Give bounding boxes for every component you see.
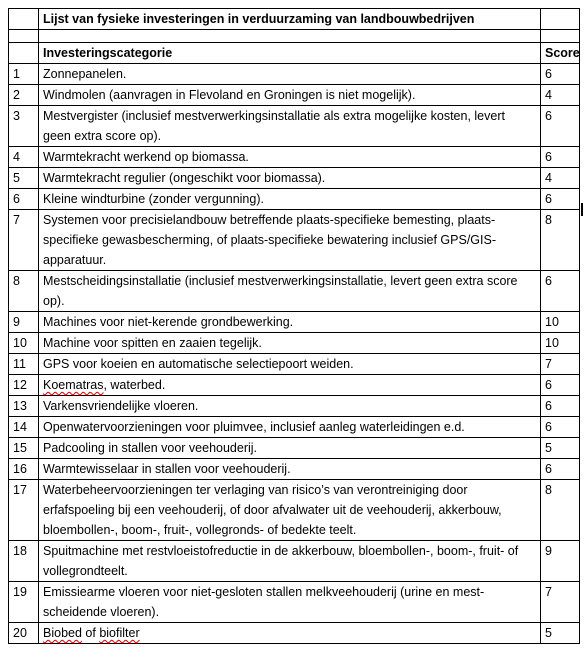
row-score: 6 xyxy=(541,459,580,480)
row-score: 6 xyxy=(541,396,580,417)
description-fragment: Biobed xyxy=(43,626,82,640)
row-score: 6 xyxy=(541,147,580,168)
row-number: 8 xyxy=(9,271,39,312)
row-score: 7 xyxy=(541,582,580,623)
description-fragment: biofilter xyxy=(99,626,140,640)
row-number: 7 xyxy=(9,210,39,271)
row-description: Windmolen (aanvragen in Flevoland en Groningen is niet mogelijk). xyxy=(39,85,541,106)
description-fragment: of xyxy=(81,626,100,640)
document xyxy=(8,8,579,644)
title-score-cell xyxy=(541,9,580,30)
row-score: 9 xyxy=(541,541,580,582)
row-number: 1 xyxy=(9,64,39,85)
row-number: 11 xyxy=(9,354,39,375)
table-row xyxy=(9,147,580,168)
row-number: 16 xyxy=(9,459,39,480)
row-score: 6 xyxy=(541,64,580,85)
title-row xyxy=(9,9,580,30)
table-row xyxy=(9,480,580,541)
table-row xyxy=(9,85,580,106)
text-cursor xyxy=(581,203,583,216)
row-number: 9 xyxy=(9,312,39,333)
row-number: 6 xyxy=(9,189,39,210)
row-description: Zonnepanelen. xyxy=(39,64,541,85)
blank-cell xyxy=(541,30,580,43)
row-score: 10 xyxy=(541,333,580,354)
table-row xyxy=(9,189,580,210)
row-number: 13 xyxy=(9,396,39,417)
table-row xyxy=(9,168,580,189)
header-score: Score xyxy=(541,43,580,64)
row-score: 6 xyxy=(541,271,580,312)
description-fragment: , waterbed. xyxy=(103,378,166,392)
table-row xyxy=(9,396,580,417)
row-description: Machine voor spitten en zaaien tegelijk. xyxy=(39,333,541,354)
blank-cell xyxy=(9,30,39,43)
row-number: 3 xyxy=(9,106,39,147)
description-fragment: Koematras xyxy=(43,378,104,392)
row-score: 8 xyxy=(541,480,580,541)
row-score: 10 xyxy=(541,312,580,333)
row-description: Varkensvriendelijke vloeren. xyxy=(39,396,541,417)
table-row xyxy=(9,375,580,396)
table-row xyxy=(9,333,580,354)
row-description: Spuitmachine met restvloeistofreductie in de akkerbouw, bloembollen-, boom-, fruit- of vollegrondteelt. xyxy=(39,541,541,582)
row-score: 7 xyxy=(541,354,580,375)
row-description: Warmtekracht werkend op biomassa. xyxy=(39,147,541,168)
header-row xyxy=(9,43,580,64)
row-score: 6 xyxy=(541,106,580,147)
table-row xyxy=(9,438,580,459)
row-description: Waterbeheervoorzieningen ter verlaging van risico’s van verontreiniging door erfafspoeling bij een veehouderij, of door afvalwater uit de veehouderij, akkerbouw, bloembollen-, boom-, fruit-, vollegronds- of bedekte teelt. xyxy=(39,480,541,541)
row-description: GPS voor koeien en automatische selectiepoort weiden. xyxy=(39,354,541,375)
table-row xyxy=(9,459,580,480)
row-description: Systemen voor precisielandbouw betreffende plaats-specifieke bemesting, plaats-specifieke gewasbescherming, of plaats-specifieke bewatering inclusief GPS/GIS-apparatuur. xyxy=(39,210,541,271)
blank-row xyxy=(9,30,580,43)
row-description: Emissiearme vloeren voor niet-gesloten stallen melkveehouderij (urine en mest-scheidende vloeren). xyxy=(39,582,541,623)
table-row xyxy=(9,541,580,582)
table-row xyxy=(9,64,580,85)
row-number: 2 xyxy=(9,85,39,106)
header-number-cell xyxy=(9,43,39,64)
row-description: Warmtewisselaar in stallen voor veehouderij. xyxy=(39,459,541,480)
table-row xyxy=(9,623,580,644)
table-row xyxy=(9,312,580,333)
row-number: 20 xyxy=(9,623,39,644)
table-row xyxy=(9,417,580,438)
table-row xyxy=(9,582,580,623)
row-number: 19 xyxy=(9,582,39,623)
row-number: 18 xyxy=(9,541,39,582)
table-row xyxy=(9,106,580,147)
row-description: Mestvergister (inclusief mestverwerkingsinstallatie als extra mogelijke kosten, levert geen extra score op). xyxy=(39,106,541,147)
row-score: 5 xyxy=(541,438,580,459)
row-description: Machines voor niet-kerende grondbewerking. xyxy=(39,312,541,333)
table-body xyxy=(9,64,580,644)
row-score: 5 xyxy=(541,623,580,644)
title-spacer-cell xyxy=(9,9,39,30)
row-score: 8 xyxy=(541,210,580,271)
header-category: Investeringscategorie xyxy=(39,43,541,64)
row-number: 12 xyxy=(9,375,39,396)
row-number: 17 xyxy=(9,480,39,541)
row-description xyxy=(39,375,541,396)
row-number: 10 xyxy=(9,333,39,354)
row-score: 4 xyxy=(541,85,580,106)
row-number: 4 xyxy=(9,147,39,168)
row-description xyxy=(39,623,541,644)
row-description: Warmtekracht regulier (ongeschikt voor biomassa). xyxy=(39,168,541,189)
row-score: 6 xyxy=(541,189,580,210)
table-row xyxy=(9,210,580,271)
row-description: Openwatervoorzieningen voor pluimvee, inclusief aanleg waterleidingen e.d. xyxy=(39,417,541,438)
row-description: Mestscheidingsinstallatie (inclusief mestverwerkingsinstallatie, levert geen extra score op). xyxy=(39,271,541,312)
row-description: Kleine windturbine (zonder vergunning). xyxy=(39,189,541,210)
row-score: 4 xyxy=(541,168,580,189)
row-score: 6 xyxy=(541,417,580,438)
investments-table xyxy=(8,8,580,644)
row-score: 6 xyxy=(541,375,580,396)
row-number: 5 xyxy=(9,168,39,189)
table-row xyxy=(9,271,580,312)
row-number: 14 xyxy=(9,417,39,438)
table-row xyxy=(9,354,580,375)
row-number: 15 xyxy=(9,438,39,459)
row-description: Padcooling in stallen voor veehouderij. xyxy=(39,438,541,459)
blank-cell xyxy=(39,30,541,43)
table-title: Lijst van fysieke investeringen in verduurzaming van landbouwbedrijven xyxy=(39,9,541,30)
